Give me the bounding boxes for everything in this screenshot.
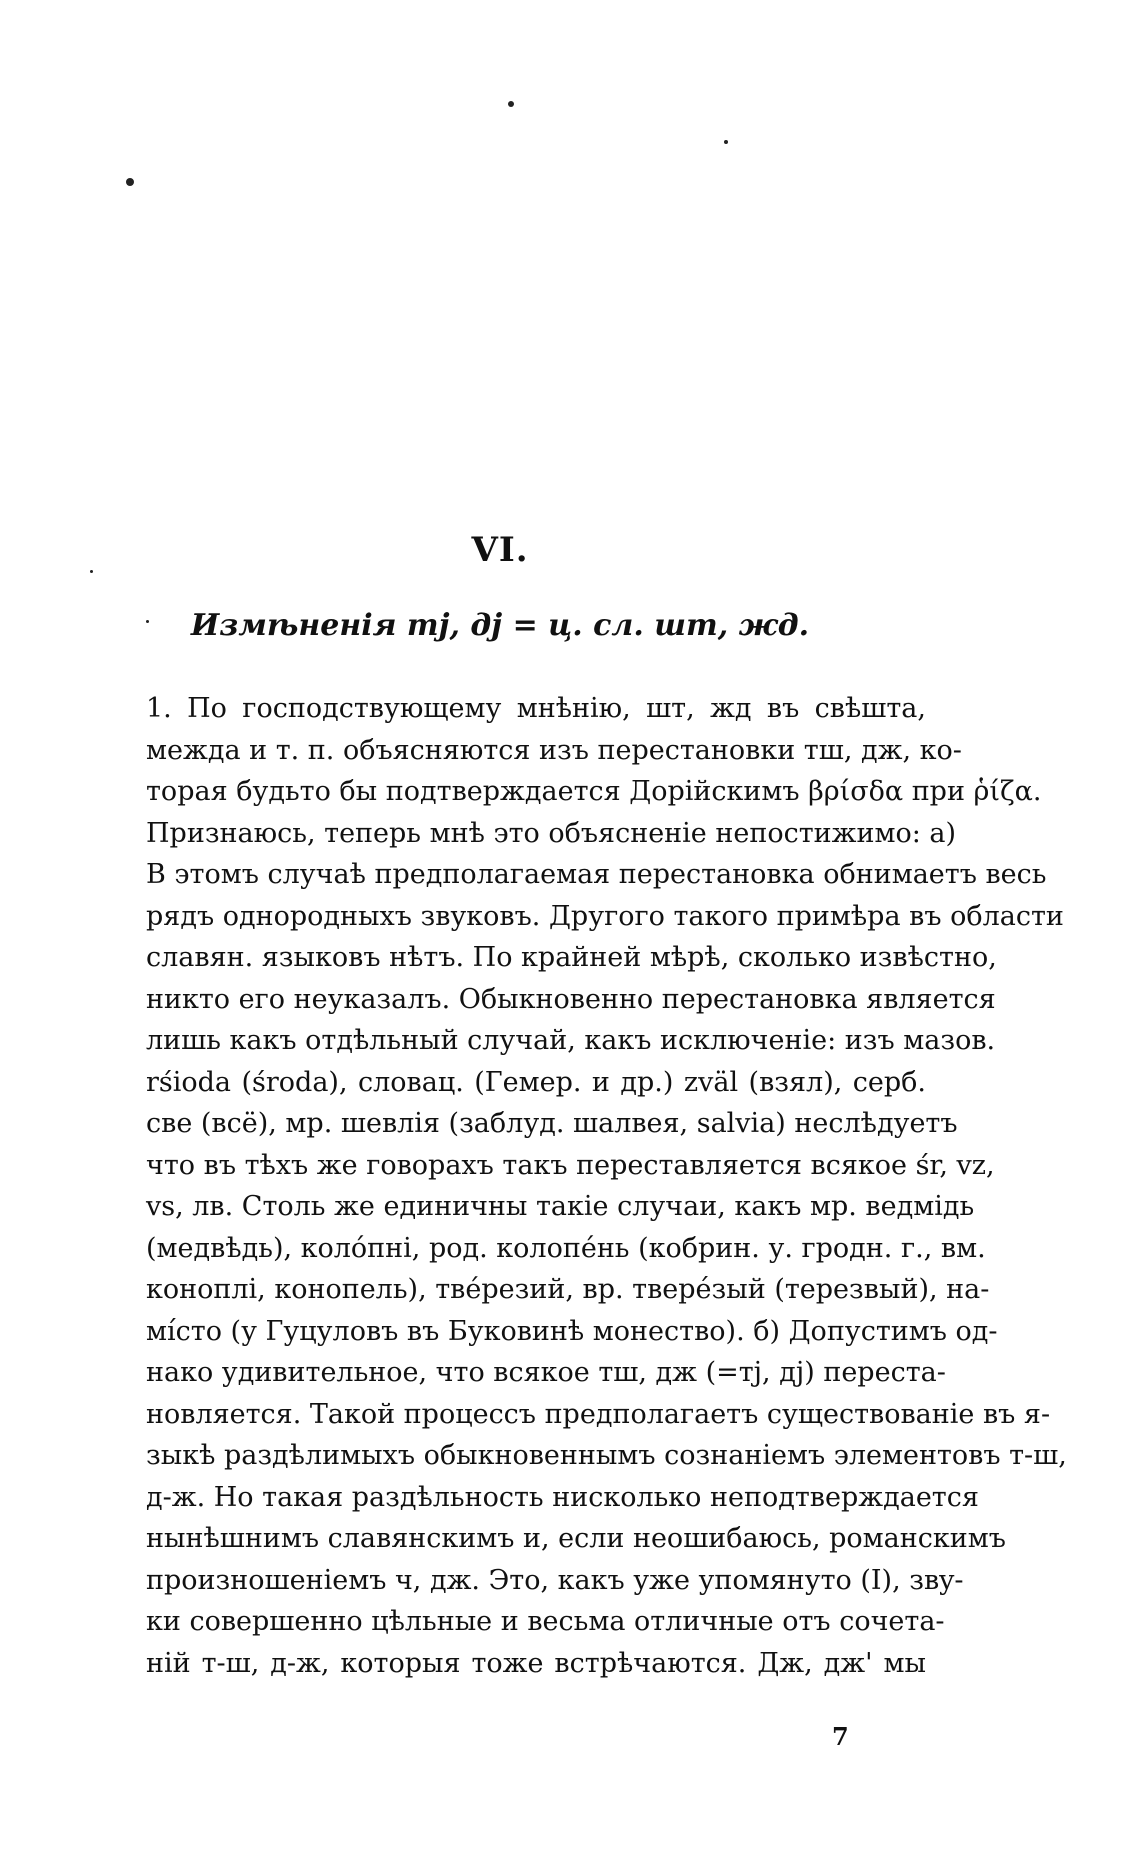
text-line: коноплі, конопель), твéрезий, вр. твере́зый (терезвый), на-	[146, 1274, 990, 1305]
scan-speck	[126, 178, 134, 186]
text-line: rśioda (środa), словац. (Гемер. и др.) zväl (взял), серб.	[146, 1066, 926, 1098]
text-line: никто его неуказалъ. Обыкновенно перестановка является	[146, 983, 996, 1015]
text-line: vs, лв. Столь же единичны такіе случаи, какъ мр. ведмідь	[146, 1191, 975, 1222]
text-line: све (всё), мр. шевлія (заблуд. шалвея, salvia) неслѣдуетъ	[146, 1108, 958, 1139]
scan-speck	[724, 140, 728, 144]
text-line: произношеніемъ ч, дж. Это, какъ уже упомянуто (I), звy-	[146, 1564, 964, 1596]
text-line: зыкѣ раздѣлимыхъ обыкновеннымъ сознаніемъ элементовъ т-ш,	[146, 1440, 1067, 1471]
text-line: что въ тѣхъ же говорахъ такъ переставляется всякое śr, vz,	[146, 1149, 995, 1181]
scan-speck	[508, 101, 514, 107]
text-line: нынѣшнимъ славянскимъ и, если неошибаюсь, романскимъ	[146, 1523, 1006, 1554]
scan-speck	[90, 570, 93, 573]
chapter-title: Измѣненія тј, дј = ц. сл. шт, жд.	[190, 608, 810, 643]
text-line: межда и т. п. объясняются изъ перестановки тш, дж, ко-	[146, 734, 962, 766]
text-line: рядъ однородныхъ звуковъ. Другого такого примѣра въ области	[146, 900, 1064, 932]
text-line: (медвѣдь), колóпні, род. колопéнь (кобрин. у. гродн. г., вм.	[146, 1232, 986, 1264]
page-number: 7	[832, 1722, 849, 1751]
text-line: новляется. Такой процессъ предполагаетъ существованіе въ я-	[146, 1398, 1051, 1430]
chapter-number: VI.	[471, 530, 529, 570]
text-line: торая будьто бы подтверждается Дорійскимъ βρίσδα при ῥίζα.	[146, 776, 1042, 807]
text-line: славян. языковъ нѣтъ. По крайней мѣрѣ, сколько извѣстно,	[146, 942, 997, 973]
text-line: д-ж. Но такая раздѣльность нисколько неподтверждается	[146, 1481, 979, 1513]
body-paragraph	[146, 688, 1067, 1684]
text-line: мі́сто (у Гуцуловъ въ Буковинѣ монество). б) Допустимъ од-	[146, 1315, 998, 1347]
text-line: В этомъ случаѣ предполагаемая перестановка обнимаетъ весь	[146, 859, 1047, 890]
text-line: лишь какъ отдѣльный случай, какъ исключеніе: изъ мазов.	[146, 1025, 996, 1056]
text-line: ки совершенно цѣльные и весьма отличные отъ сочета-	[146, 1606, 945, 1637]
text-line: 1. По господствующему мнѣнію, шт, жд въ свѣшта,	[146, 693, 926, 724]
text-line: Признаюсь, теперь мнѣ это объясненіе непостижимо: а)	[146, 817, 957, 849]
text-line: нако удивительное, что всякое тш, дж (=тј, дј) переста-	[146, 1357, 946, 1388]
text-line: ній т-ш, д-ж, которыя тоже встрѣчаются. Дж, дж' мы	[146, 1647, 926, 1679]
